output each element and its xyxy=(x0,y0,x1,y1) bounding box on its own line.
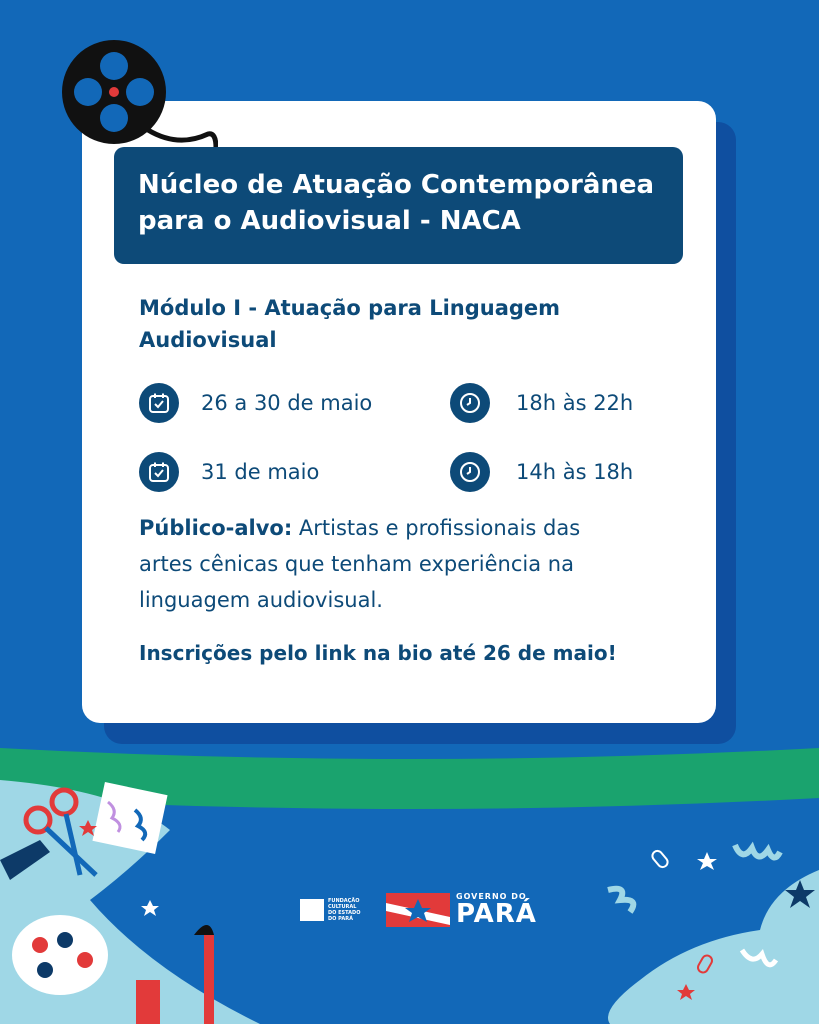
schedule-time-2 xyxy=(450,452,633,492)
governo-small-text: GOVERNO DO xyxy=(456,892,527,901)
sponsor-logos xyxy=(300,892,537,927)
schedule-date-text: 26 a 30 de maio xyxy=(201,391,373,415)
audience-line-3: linguagem audiovisual. xyxy=(139,588,383,612)
registration-text: Inscrições pelo link na bio até 26 de maio! xyxy=(139,641,617,665)
governo-para-logo xyxy=(386,892,537,927)
title-line-1: Núcleo de Atuação Contemporânea xyxy=(138,170,655,200)
module-line-2: Audiovisual xyxy=(139,328,277,352)
audience-label: Público-alvo: xyxy=(139,516,293,540)
schedule-date-text: 31 de maio xyxy=(201,460,320,484)
fundacao-text: FUNDAÇÃO CULTURAL DO ESTADO DO PARÁ xyxy=(328,897,361,922)
audience-text xyxy=(139,510,659,618)
para-flag-icon xyxy=(386,893,450,927)
calendar-check-icon xyxy=(139,383,179,423)
module-line-1: Módulo I - Atuação para Linguagem xyxy=(139,296,561,320)
audience-line-2: artes cênicas que tenham experiência na xyxy=(139,552,574,576)
fundacao-mark-icon xyxy=(300,899,324,921)
schedule-time-text: 14h às 18h xyxy=(516,460,634,484)
schedule-date-2 xyxy=(139,452,319,492)
schedule-time-text: 18h às 22h xyxy=(516,391,634,415)
clock-icon xyxy=(450,383,490,423)
governo-big-text: PARÁ xyxy=(456,899,537,929)
module-title xyxy=(139,292,560,356)
clock-icon xyxy=(450,452,490,492)
schedule-time-1 xyxy=(450,383,633,423)
schedule-date-1 xyxy=(139,383,372,423)
title-box xyxy=(114,147,683,264)
film-reel-icon xyxy=(58,38,218,150)
fundacao-cultural-logo xyxy=(300,898,364,922)
audience-line-1: Artistas e profissionais das xyxy=(292,516,581,540)
calendar-check-icon xyxy=(139,452,179,492)
title-line-2: para o Audiovisual - NACA xyxy=(138,206,521,236)
bottom-decoration xyxy=(0,740,819,1024)
